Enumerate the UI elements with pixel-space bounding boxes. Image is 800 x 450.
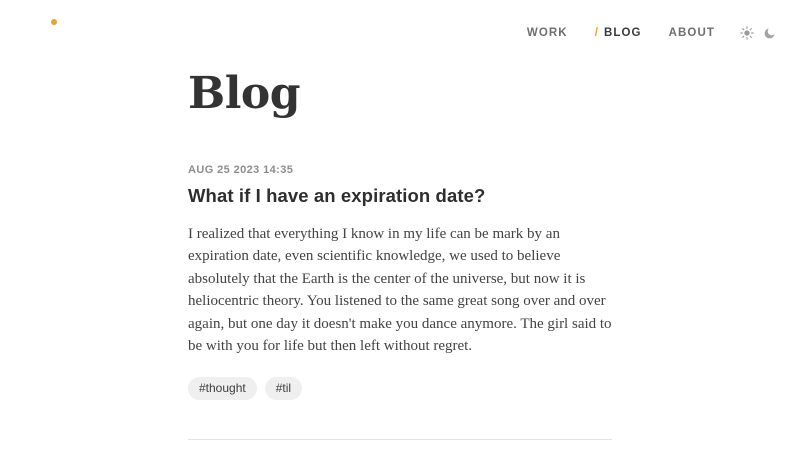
post-divider — [188, 439, 612, 440]
post-tags — [188, 377, 612, 400]
nav-item-blog-label: BLOG — [603, 27, 642, 39]
tag-thought[interactable]: #thought — [188, 377, 257, 400]
moon-icon[interactable] — [763, 27, 776, 40]
logo-dot[interactable] — [51, 19, 57, 25]
content-column — [188, 0, 612, 440]
theme-toggle — [740, 26, 776, 40]
tag-til[interactable]: #til — [265, 377, 302, 400]
post-timestamp: AUG 25 2023 14:35 — [188, 163, 294, 176]
active-nav-marker: / — [594, 27, 599, 39]
nav-item-work[interactable]: WORK — [526, 27, 568, 39]
blog-post — [188, 164, 612, 400]
nav-item-blog[interactable] — [595, 27, 642, 39]
sun-icon[interactable] — [740, 26, 754, 40]
post-body: I realized that everything I know in my life can be mark by an expiration date, even scientific knowledge, we used to believe absolutely that the Earth is the center of the universe, but now it is heliocentric theory. You listened to the same great song over and over again, but one day it doesn't make you dance anymore. The girl said to be with you for life but then left without regret. — [188, 225, 612, 355]
page-title: Blog — [188, 68, 301, 119]
nav-item-about[interactable]: ABOUT — [668, 27, 715, 39]
main-nav — [527, 26, 776, 40]
post-title[interactable]: What if I have an expiration date? — [188, 184, 486, 206]
